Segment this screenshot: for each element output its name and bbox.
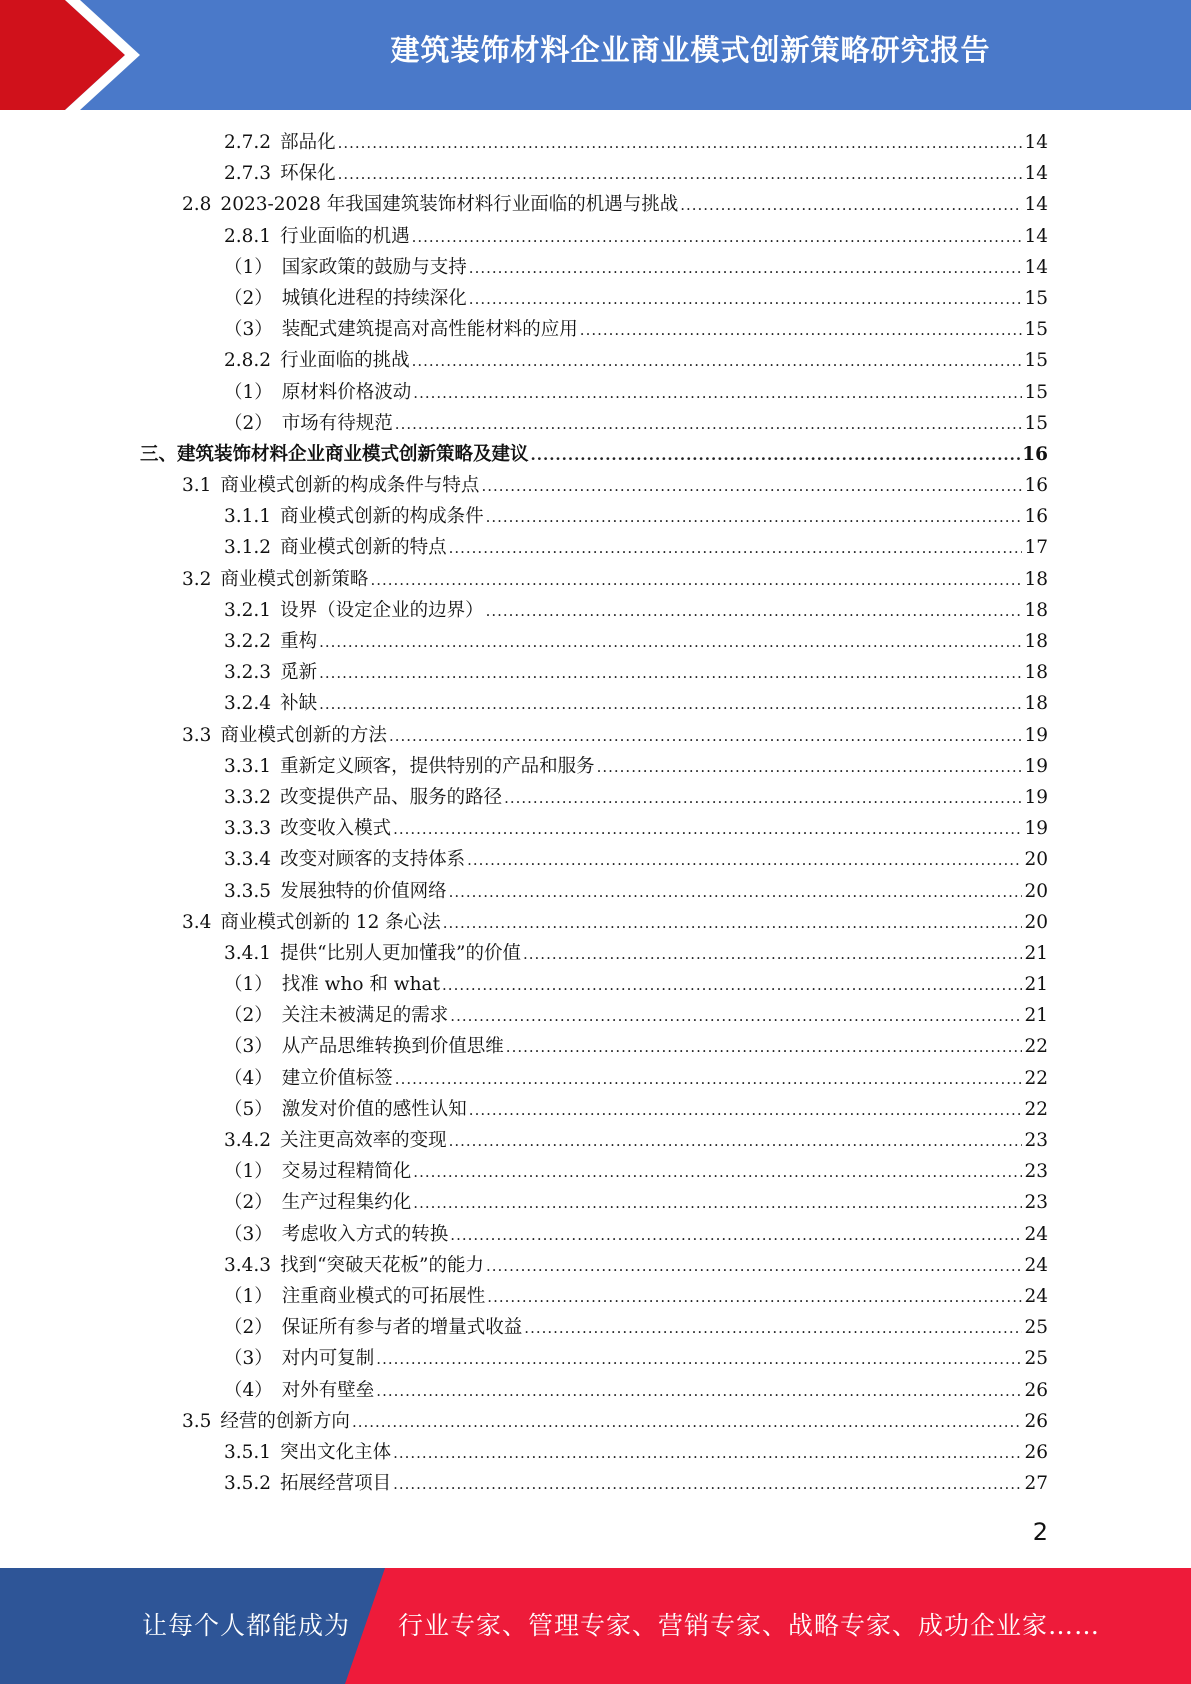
toc-entry[interactable] (140, 158, 1048, 189)
toc-entry[interactable] (140, 1219, 1048, 1250)
toc-entry[interactable] (140, 1468, 1048, 1499)
toc-entry[interactable] (140, 720, 1048, 751)
toc-entry-title: 找准 who 和 what (281, 974, 441, 996)
toc-entry-page: 20 (1024, 911, 1048, 933)
toc-entry[interactable] (140, 532, 1048, 563)
toc-dot-leader (486, 502, 1023, 533)
toc-entry-title: 对外有壁垒 (281, 1379, 375, 1401)
toc-entry-title: 环保化 (280, 163, 336, 185)
toc-entry[interactable] (140, 782, 1048, 813)
toc-entry-title: 生产过程集约化 (281, 1192, 412, 1214)
toc-dot-leader (506, 1032, 1023, 1063)
toc-dot-leader (413, 378, 1022, 409)
toc-dot-leader (395, 409, 1023, 440)
toc-entry[interactable] (140, 626, 1048, 657)
toc-entry-number: 3.1.2 (224, 537, 272, 559)
toc-entry-number: 2.8.2 (224, 350, 272, 372)
toc-entry[interactable] (140, 657, 1048, 688)
toc-entry-number: 3.4 (182, 911, 212, 933)
toc-entry-title: 补缺 (280, 693, 318, 715)
toc-entry-number: 3.3.1 (224, 755, 272, 777)
toc-entry-number: 三、 (140, 443, 178, 465)
toc-entry[interactable] (140, 221, 1048, 252)
toc-entry-title: 城镇化进程的持续深化 (281, 287, 467, 309)
toc-dot-leader (352, 1407, 1023, 1438)
toc-entry-title: 对内可复制 (281, 1348, 375, 1370)
toc-dot-leader (486, 596, 1023, 627)
toc-dot-leader (338, 128, 1023, 159)
toc-dot-leader (524, 1313, 1022, 1344)
toc-entry-number: 3.5.1 (224, 1441, 272, 1463)
toc-entry-title: 商业模式创新策略 (220, 568, 369, 590)
toc-entry-page: 14 (1024, 163, 1048, 185)
toc-entry-page: 26 (1024, 1379, 1048, 1401)
toc-dot-leader (338, 159, 1023, 190)
toc-dot-leader (389, 721, 1023, 752)
toc-entry-page: 20 (1024, 849, 1048, 871)
toc-entry-number: 3.3.3 (224, 818, 272, 840)
toc-entry-page: 23 (1024, 1192, 1048, 1214)
toc-dot-leader (450, 1001, 1022, 1032)
toc-entry-number: 2.7.3 (224, 163, 272, 185)
toc-entry[interactable] (140, 1312, 1048, 1343)
toc-entry-number: （1） (224, 1161, 273, 1183)
toc-entry-page: 21 (1024, 1005, 1048, 1027)
toc-entry[interactable] (140, 1281, 1048, 1312)
toc-entry-page: 25 (1024, 1317, 1048, 1339)
toc-entry[interactable] (140, 439, 1048, 470)
toc-entry-number: 3.2.1 (224, 599, 272, 621)
toc-entry-page: 15 (1024, 287, 1048, 309)
toc-entry-page: 15 (1024, 319, 1048, 341)
toc-dot-leader (481, 471, 1022, 502)
toc-dot-leader (376, 1344, 1022, 1375)
toc-entry-page: 15 (1024, 412, 1048, 434)
toc-dot-leader (680, 190, 1022, 221)
toc-entry[interactable] (140, 1250, 1048, 1281)
toc-entry-page: 16 (1024, 506, 1048, 528)
toc-entry[interactable] (140, 408, 1048, 439)
toc-entry[interactable] (140, 501, 1048, 532)
toc-dot-leader (449, 1126, 1023, 1157)
toc-entry-title: 改变收入模式 (280, 818, 392, 840)
toc-entry-page: 14 (1024, 194, 1048, 216)
toc-entry-page: 16 (1024, 475, 1048, 497)
toc-entry[interactable] (140, 283, 1048, 314)
toc-entry-number: （3） (224, 319, 273, 341)
toc-entry-title: 经营的创新方向 (220, 1410, 350, 1432)
toc-dot-leader (467, 845, 1022, 876)
toc-entry-number: （5） (224, 1098, 273, 1120)
toc-entry-title: 注重商业模式的可拓展性 (281, 1285, 486, 1307)
toc-entry-title: 保证所有参与者的增量式收益 (281, 1317, 523, 1339)
toc-entry[interactable] (140, 564, 1048, 595)
toc-entry-title: 觅新 (280, 662, 318, 684)
toc-entry-title: 拓展经营项目 (280, 1473, 392, 1495)
toc-entry-page: 24 (1024, 1223, 1048, 1245)
toc-dot-leader (449, 533, 1023, 564)
toc-entry[interactable] (140, 127, 1048, 158)
toc-entry-title: 关注更高效率的变现 (280, 1130, 447, 1151)
footer-slogan-left: 让每个人都能成为 (142, 1611, 351, 1640)
toc-entry-page: 18 (1024, 693, 1048, 715)
toc-dot-leader (393, 1438, 1022, 1469)
toc-entry-number: 3.4.3 (224, 1254, 272, 1276)
toc-entry-title: 设界（设定企业的边界） (280, 599, 484, 621)
table-of-contents (140, 127, 1048, 1499)
toc-entry-title: 商业模式创新的特点 (280, 537, 447, 559)
toc-dot-leader (395, 1064, 1023, 1095)
toc-dot-leader (319, 658, 1022, 689)
toc-entry-title: 重新定义顾客，提供特别的产品和服务 (280, 755, 595, 777)
toc-dot-leader (412, 222, 1023, 253)
toc-entry[interactable] (140, 1000, 1048, 1031)
toc-entry[interactable] (140, 844, 1048, 875)
page-number: 2 (1032, 1518, 1048, 1546)
toc-dot-leader (442, 970, 1022, 1001)
toc-entry-number: 3.5.2 (224, 1473, 272, 1495)
toc-entry[interactable] (140, 470, 1048, 501)
toc-dot-leader (449, 877, 1023, 908)
toc-entry-page: 15 (1024, 350, 1048, 372)
header-arrow-decoration (0, 0, 160, 110)
toc-entry-number: 2.8.1 (224, 225, 272, 247)
toc-entry-number: （3） (224, 1223, 273, 1245)
toc-entry-number: （4） (224, 1067, 273, 1089)
toc-entry-title: 提供“比别人更加懂我”的价值 (280, 942, 521, 964)
toc-dot-leader (486, 1251, 1022, 1282)
toc-entry-number: （1） (224, 1285, 273, 1307)
toc-dot-leader (412, 346, 1023, 377)
toc-entry-page: 19 (1024, 786, 1048, 808)
toc-entry[interactable] (140, 1406, 1048, 1437)
toc-dot-leader (469, 284, 1023, 315)
toc-entry-title: 考虑收入方式的转换 (281, 1223, 449, 1245)
toc-entry-page: 27 (1024, 1473, 1048, 1495)
toc-dot-leader (597, 752, 1023, 783)
toc-entry-page: 24 (1024, 1254, 1048, 1276)
toc-entry[interactable] (140, 595, 1048, 626)
toc-entry-title: 突出文化主体 (280, 1441, 392, 1463)
toc-entry-number: 3.4.1 (224, 942, 272, 964)
toc-entry-number: （2） (224, 1192, 273, 1214)
page-footer (0, 1568, 1191, 1684)
toc-entry-page: 15 (1024, 381, 1048, 403)
toc-dot-leader (523, 939, 1022, 970)
toc-entry-title: 行业面临的挑战 (280, 350, 410, 372)
toc-entry[interactable] (140, 1094, 1048, 1125)
toc-entry-number: 3.5 (182, 1410, 212, 1432)
toc-entry-title: 激发对价值的感性认知 (281, 1098, 467, 1120)
toc-dot-leader (531, 440, 1021, 471)
toc-entry[interactable] (140, 1375, 1048, 1406)
toc-entry-title: 找到“突破天花板”的能力 (280, 1254, 484, 1276)
toc-entry[interactable] (140, 876, 1048, 907)
toc-dot-leader (393, 1469, 1022, 1500)
toc-entry-number: （2） (224, 412, 273, 434)
toc-entry-page: 18 (1024, 599, 1048, 621)
toc-dot-leader (319, 627, 1022, 658)
toc-entry-page: 20 (1024, 880, 1048, 902)
toc-entry-title: 商业模式创新的方法 (220, 724, 387, 746)
toc-entry-page: 24 (1024, 1285, 1048, 1307)
toc-entry[interactable] (140, 751, 1048, 782)
footer-slogan-right: 行业专家、管理专家、营销专家、战略专家、成功企业家…… (398, 1611, 1101, 1640)
toc-entry-number: （1） (224, 974, 273, 996)
toc-dot-leader (413, 1157, 1022, 1188)
toc-entry-page: 19 (1024, 818, 1048, 840)
toc-entry-title: 重构 (280, 631, 318, 652)
toc-entry[interactable] (140, 252, 1048, 283)
toc-entry-page: 19 (1024, 755, 1048, 777)
toc-entry-number: （1） (224, 381, 273, 403)
toc-entry[interactable] (140, 813, 1048, 844)
toc-entry-number: 3.2.3 (224, 662, 272, 684)
toc-entry-title: 商业模式创新的构成条件 (280, 506, 484, 528)
toc-entry-title: 国家政策的鼓励与支持 (281, 256, 467, 278)
toc-entry[interactable] (140, 377, 1048, 408)
toc-entry[interactable] (140, 314, 1048, 345)
toc-dot-leader (487, 1282, 1022, 1313)
toc-entry-title: 改变提供产品、服务的路径 (280, 786, 503, 808)
toc-entry-number: 2.7.2 (224, 132, 272, 153)
toc-entry-page: 25 (1024, 1348, 1048, 1370)
toc-entry-page: 18 (1024, 662, 1048, 684)
toc-entry-number: （3） (224, 1036, 273, 1058)
toc-entry[interactable] (140, 1343, 1048, 1374)
toc-entry-title: 商业模式创新的构成条件与特点 (220, 475, 480, 497)
toc-entry-page: 16 (1022, 443, 1048, 465)
toc-dot-leader (393, 814, 1022, 845)
toc-entry-number: （4） (224, 1379, 273, 1401)
toc-entry-page: 14 (1024, 256, 1048, 278)
toc-entry-page: 23 (1024, 1130, 1048, 1151)
toc-entry-title: 关注未被满足的需求 (281, 1005, 449, 1027)
toc-dot-leader (580, 315, 1023, 346)
toc-entry-title: 行业面临的机遇 (280, 225, 410, 247)
toc-dot-leader (504, 783, 1022, 814)
toc-dot-leader (319, 689, 1022, 720)
toc-entry-page: 22 (1024, 1036, 1048, 1058)
toc-entry-title: 发展独特的价值网络 (280, 880, 447, 902)
toc-entry-number: 3.4.2 (224, 1130, 272, 1151)
toc-entry-page: 23 (1024, 1161, 1048, 1183)
document-title: 建筑装饰材料企业商业模式创新策略研究报告 (390, 33, 991, 67)
toc-entry-page: 26 (1024, 1441, 1048, 1463)
toc-entry-page: 21 (1024, 974, 1048, 996)
toc-dot-leader (469, 253, 1023, 284)
toc-entry-page: 21 (1024, 942, 1048, 964)
toc-entry-number: （2） (224, 1005, 273, 1027)
toc-entry[interactable] (140, 345, 1048, 376)
toc-entry-number: 2.8 (182, 194, 212, 216)
toc-entry-number: 3.3 (182, 724, 212, 746)
toc-entry-number: （3） (224, 1348, 273, 1370)
toc-entry-number: （2） (224, 1317, 273, 1339)
toc-entry-page: 22 (1024, 1098, 1048, 1120)
toc-entry-number: 3.2.4 (224, 693, 272, 715)
toc-entry-number: 3.2 (182, 568, 212, 590)
toc-entry-title: 交易过程精简化 (281, 1161, 412, 1183)
toc-entry[interactable] (140, 1125, 1048, 1156)
toc-entry[interactable] (140, 189, 1048, 220)
toc-dot-leader (376, 1376, 1022, 1407)
toc-entry-title: 商业模式创新的 12 条心法 (220, 911, 441, 933)
toc-entry-page: 22 (1024, 1067, 1048, 1089)
toc-entry[interactable] (140, 1156, 1048, 1187)
toc-entry-number: （1） (224, 256, 273, 278)
toc-dot-leader (443, 908, 1023, 939)
toc-entry-title: 建筑装饰材料企业商业模式创新策略及建议 (177, 443, 529, 465)
toc-entry-title: 2023-2028 年我国建筑装饰材料行业面临的机遇与挑战 (220, 194, 679, 216)
toc-dot-leader (469, 1095, 1023, 1126)
toc-entry-page: 14 (1024, 225, 1048, 247)
toc-entry-title: 原材料价格波动 (281, 381, 412, 403)
toc-entry-title: 建立价值标签 (281, 1067, 393, 1089)
toc-entry[interactable] (140, 907, 1048, 938)
toc-entry-number: 3.3.5 (224, 880, 272, 902)
toc-entry[interactable] (140, 1437, 1048, 1468)
page-header (0, 0, 1191, 110)
toc-entry[interactable] (140, 938, 1048, 969)
toc-entry[interactable] (140, 1063, 1048, 1094)
toc-dot-leader (413, 1188, 1022, 1219)
toc-entry-title: 部品化 (280, 132, 336, 153)
toc-entry[interactable] (140, 688, 1048, 719)
toc-entry-page: 17 (1024, 537, 1048, 559)
toc-entry-number: （2） (224, 287, 273, 309)
toc-entry-page: 18 (1024, 631, 1048, 652)
toc-entry-page: 19 (1024, 724, 1048, 746)
toc-entry-number: 3.1 (182, 475, 212, 497)
toc-entry[interactable] (140, 969, 1048, 1000)
toc-entry-page: 26 (1024, 1410, 1048, 1432)
toc-entry-page: 14 (1024, 132, 1048, 153)
toc-entry-title: 装配式建筑提高对高性能材料的应用 (281, 319, 578, 341)
toc-entry-page: 18 (1024, 568, 1048, 590)
toc-dot-leader (370, 565, 1022, 596)
toc-entry-title: 改变对顾客的支持体系 (280, 849, 466, 871)
toc-entry-title: 市场有待规范 (281, 412, 393, 434)
toc-dot-leader (450, 1220, 1022, 1251)
toc-entry[interactable] (140, 1031, 1048, 1062)
toc-entry-number: 3.1.1 (224, 506, 272, 528)
toc-entry-number: 3.3.4 (224, 849, 272, 871)
toc-entry[interactable] (140, 1187, 1048, 1218)
toc-entry-number: 3.3.2 (224, 786, 272, 808)
toc-entry-title: 从产品思维转换到价值思维 (281, 1036, 504, 1058)
toc-entry-number: 3.2.2 (224, 631, 272, 652)
